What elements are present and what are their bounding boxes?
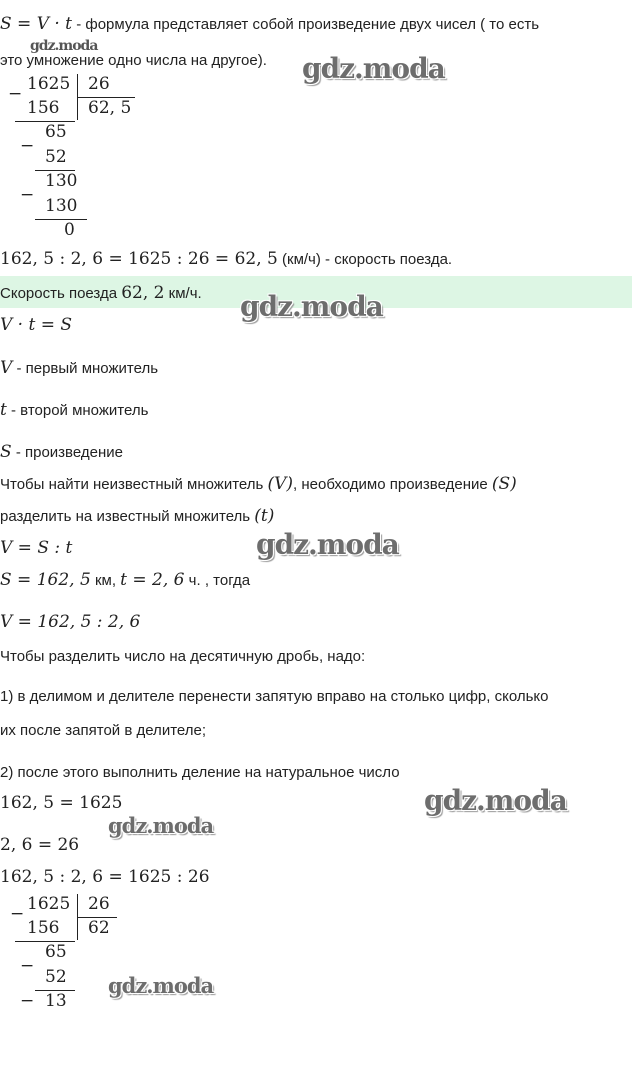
rule2-text: разделить на известный множитель (0, 508, 255, 525)
minus-sign: − (20, 991, 35, 1011)
rule-line-1 (0, 474, 517, 494)
watermark-logo: gdz.moda (302, 52, 445, 85)
answer-text-b: км/ч. (164, 285, 202, 302)
formula: S = V · t (0, 14, 73, 34)
intro-text-b: это умножение одно числа на другое). (0, 52, 267, 69)
rule1-text-b: , необходимо произведение (293, 476, 492, 493)
watermark-logo: gdz.moda (30, 38, 98, 54)
intro-line-1 (0, 14, 539, 34)
dividend: 1625 (27, 74, 71, 94)
result-line (0, 249, 452, 269)
rule2-symbol-t: (t) (254, 506, 275, 526)
intro-text-a: - формула представляет собой произведение двух чисел ( то есть (72, 16, 540, 33)
rule1-symbol-s: (S) (491, 474, 517, 494)
remainder-1: 65 (45, 942, 67, 962)
symbol-t: t (0, 400, 7, 420)
rule-line-2 (0, 506, 274, 526)
subtrahend-3: 130 (45, 196, 78, 216)
equation-2: V = S : t (0, 538, 73, 558)
given-unit-h: ч. , тогда (184, 572, 251, 589)
minus-sign: − (8, 84, 23, 104)
definition-t-text: - второй множитель (6, 402, 149, 419)
watermark-logo: gdz.moda (108, 973, 214, 998)
conversion-1: 162, 5 = 1625 (0, 793, 123, 813)
result-text: (км/ч) - скорость поезда. (277, 251, 453, 268)
intro-line-2 (0, 52, 267, 69)
symbol-v: V (0, 358, 13, 378)
given-unit-km: км, (90, 572, 121, 589)
answer-line (0, 283, 202, 303)
answer-math: 62, 2 (121, 283, 165, 303)
divisor: 26 (88, 894, 110, 914)
conversion-3: 162, 5 : 2, 6 = 1625 : 26 (0, 867, 210, 887)
subtrahend-2: 52 (45, 147, 67, 167)
given-line (0, 570, 250, 590)
watermark-logo: gdz.moda (424, 784, 567, 817)
watermark-logo: gdz.moda (256, 528, 399, 561)
equation-1: V · t = S (0, 315, 73, 335)
long-division-1 (0, 72, 140, 242)
remainder-1: 65 (45, 122, 67, 142)
remainder-2: 13 (45, 991, 67, 1011)
minus-sign: − (20, 136, 35, 156)
given-s: S = 162, 5 (0, 570, 91, 590)
minus-sign: − (20, 185, 35, 205)
subtrahend-1: 156 (27, 918, 60, 938)
equation-3: V = 162, 5 : 2, 6 (0, 612, 141, 632)
minus-sign: − (20, 956, 35, 976)
step-2: 2) после этого выполнить деление на натуральное число (0, 764, 400, 781)
answer-text-a: Скорость поезда (0, 285, 122, 302)
rule1-text-a: Чтобы найти неизвестный множитель (0, 476, 268, 493)
divisor: 26 (88, 74, 110, 94)
given-t: t = 2, 6 (120, 570, 185, 590)
definition-v-text: - первый множитель (12, 360, 159, 377)
step-1-line-b: их после запятой в делителе; (0, 722, 207, 739)
subtrahend-2: 52 (45, 967, 67, 987)
remainder-3: 0 (64, 220, 75, 240)
watermark-logo: gdz.moda (108, 813, 214, 838)
quotient: 62 (88, 918, 110, 938)
step-1-line-a: 1) в делимом и делителе перенести запятую вправо на столько цифр, сколько (0, 688, 549, 705)
definition-v (0, 358, 158, 378)
result-math: 162, 5 : 2, 6 = 1625 : 26 = 62, 5 (0, 249, 278, 269)
quotient: 62, 5 (88, 98, 132, 118)
rule-3: Чтобы разделить число на десятичную дробь, надо: (0, 648, 366, 665)
watermark-logo: gdz.moda (240, 290, 383, 323)
subtrahend-1: 156 (27, 98, 60, 118)
symbol-s: S (0, 442, 12, 462)
remainder-2: 130 (45, 171, 78, 191)
conversion-2: 2, 6 = 26 (0, 835, 80, 855)
dividend: 1625 (27, 894, 71, 914)
minus-sign: − (10, 904, 25, 924)
rule1-symbol-v: (V) (267, 474, 294, 494)
long-division-2 (0, 892, 130, 1017)
definition-s (0, 442, 123, 462)
definition-t (0, 400, 148, 420)
definition-s-text: - произведение (11, 444, 123, 461)
